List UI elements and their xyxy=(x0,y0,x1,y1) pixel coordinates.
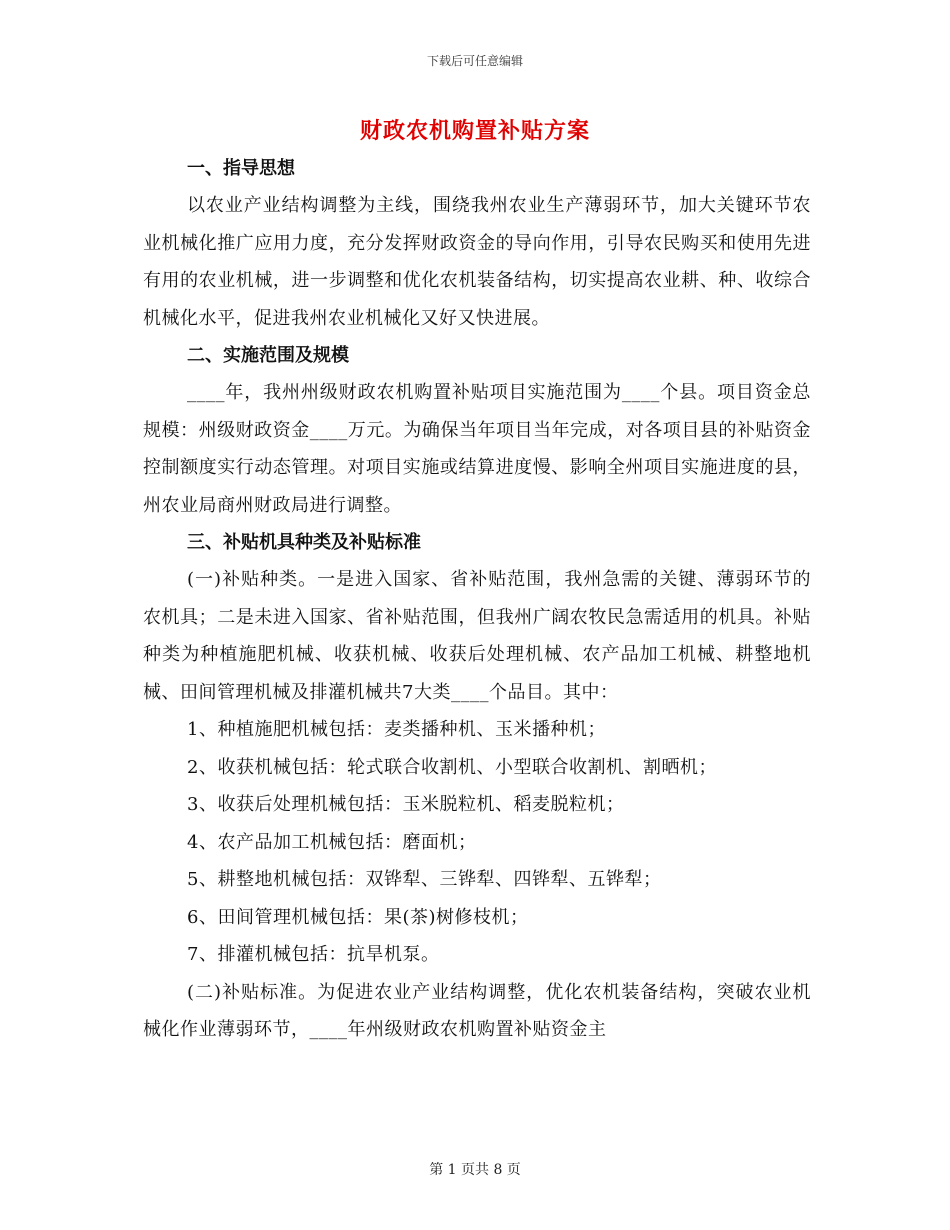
section-heading-scope: 二、实施范围及规模 xyxy=(187,345,349,366)
list-item: 3、收获后处理机械包括：玉米脱粒机、稻麦脱粒机； xyxy=(187,794,625,815)
list-item: 5、耕整地机械包括：双铧犁、三铧犁、四铧犁、五铧犁； xyxy=(187,869,662,890)
paragraph-subsidy-standard: (二)补贴标准。为促进农业产业结构调整，优化农机装备结构，突破农业机械化作业薄弱环节，____年州级财政农机购置补贴资金主 xyxy=(143,981,811,1040)
page-number: 第 1 页共 8 页 xyxy=(429,1162,521,1178)
header-note: 下载后可任意编辑 xyxy=(426,54,523,68)
document-body xyxy=(143,150,811,1049)
section-heading-guiding-ideology: 一、指导思想 xyxy=(187,158,295,179)
document-title: 财政农机购置补贴方案 xyxy=(359,118,590,144)
section-heading-subsidy-types: 三、补贴机具种类及补贴标准 xyxy=(187,532,421,553)
paragraph-guiding-ideology: 以农业产业结构调整为主线，围绕我州农业生产薄弱环节，加大关键环节农业机械化推广应用力度，充分发挥财政资金的导向作用，引导农民购买和使用先进有用的农业机械，进一步调整和优化农机装备结构，切实提高农业耕、种、收综合机械化水平，促进我州农业机械化又好又快进展。 xyxy=(143,195,811,329)
list-item: 7、排灌机械包括：抗旱机泵。 xyxy=(187,944,440,965)
list-item: 1、种植施肥机械包括：麦类播种机、玉米播种机； xyxy=(187,719,606,740)
list-item: 6、田间管理机械包括：果(茶)树修枝机； xyxy=(187,906,529,928)
list-item: 2、收获机械包括：轮式联合收割机、小型联合收割机、割晒机； xyxy=(187,756,717,778)
paragraph-subsidy-types: (一)补贴种类。一是进入国家、省补贴范围，我州急需的关键、薄弱环节的农机具；二是未进入国家、省补贴范围，但我州广阔农牧民急需适用的机具。补贴种类为种植施肥机械、收获机械、收获后处理机械、农产品加工机械、耕整地机械、田间管理机械及排灌机械共7大类____个品目。其中： xyxy=(143,569,811,703)
paragraph-scope: ____年，我州州级财政农机购置补贴项目实施范围为____个县。项目资金总规模：州级财政资金____万元。为确保当年项目当年完成，对各项目县的补贴资金控制额度实行动态管理。对项目实施或结算进度慢、影响全州项目实施进度的县，州农业局商州财政局进行调整。 xyxy=(143,382,811,516)
list-item: 4、农产品加工机械包括：磨面机； xyxy=(187,831,477,853)
